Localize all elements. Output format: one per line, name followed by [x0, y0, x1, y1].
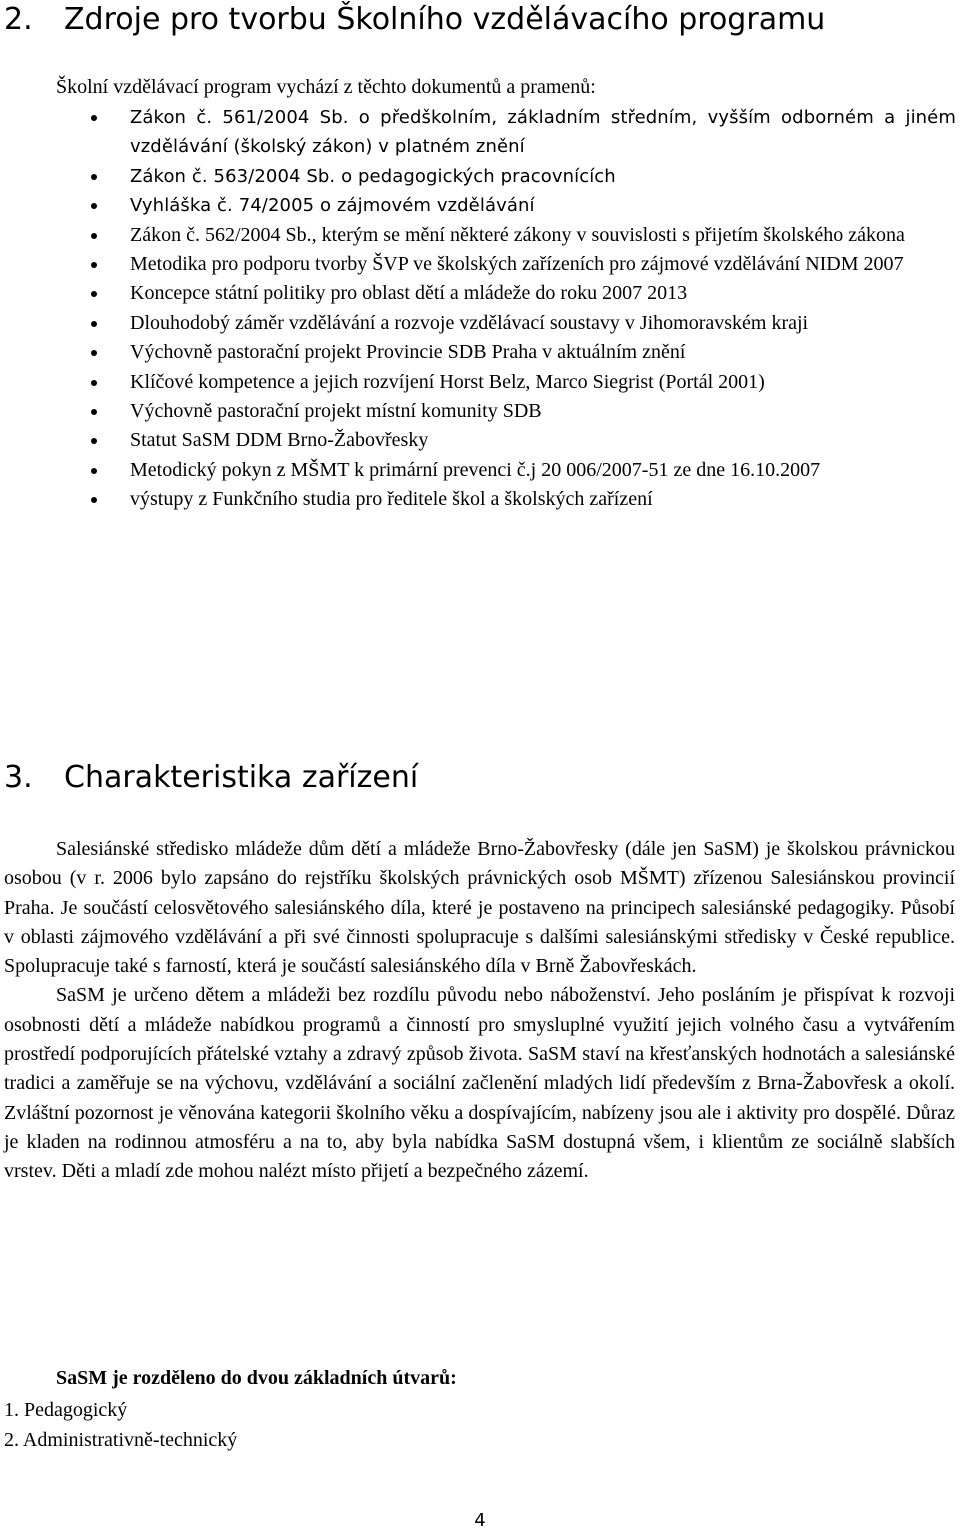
- section-3-number: 3.: [4, 760, 33, 795]
- list-item: Vyhláška č. 74/2005 o zájmovém vzdělávání: [56, 191, 956, 220]
- list-item: Statut SaSM DDM Brno-Žabovřesky: [56, 426, 956, 455]
- bullet-icon: [91, 380, 97, 386]
- list-item: Metodika pro podporu tvorby ŠVP ve školských zařízeních pro zájmové vzdělávání NIDM 2007: [56, 250, 956, 279]
- section-3-heading: [4, 760, 418, 795]
- list-item: Zákon č. 562/2004 Sb., kterým se mění některé zákony v souvislosti s přijetím školského zákona: [56, 221, 956, 250]
- paragraph: SaSM je určeno dětem a mládeži bez rozdílu původu nebo náboženství. Jeho posláním je přispívat k rozvoji osobnosti dětí a mládeže nabídkou programů a činností pro smysluplné využití jejich volného času a vytvářením prostředí podporujících přátelské vztahy a zdravý způsob života. SaSM staví na křesťanských hodnotách a salesiánské tradici a zaměřuje se na výchovu, vzdělávání a sociální začlenění mladých lidí především z Brna-Žabovřesk a okolí. Zvláštní pozornost je věnována kategorii školního věku a dospívajícím, nabízeny jsou ale i aktivity pro dospělé. Důraz je kladen na rodinnou atmosféru a na to, aby byla nabídka SaSM dostupná všem, i klientům ze sociálně slabších vrstev. Děti a mladí zde mohou nalézt místo přijetí a bezpečného zázemí.: [4, 984, 955, 1183]
- units-title: SaSM je rozděleno do dvou základních útvarů:: [56, 1367, 457, 1389]
- list-item: Koncepce státní politiky pro oblast dětí a mládeže do roku 2007 2013: [56, 279, 956, 308]
- list-item: 1. Pedagogický: [4, 1399, 128, 1421]
- bullet-icon: [91, 409, 97, 415]
- list-item: Zákon č. 563/2004 Sb. o pedagogických pracovnících: [56, 162, 956, 191]
- list-item: Zákon č. 561/2004 Sb. o předškolním, základním středním, vyšším odborném a jiném vzdělávání (školský zákon) v platném znění: [56, 103, 956, 162]
- list-item: 2. Administrativně-technický: [4, 1428, 238, 1451]
- bullet-icon: [91, 350, 97, 356]
- bullet-icon: [91, 468, 97, 474]
- sources-list: [56, 103, 956, 515]
- section-2-number: 2.: [4, 2, 33, 37]
- bullet-icon: [91, 291, 97, 297]
- paragraph: Salesiánské středisko mládeže dům dětí a mládeže Brno-Žabovřesky (dále jen SaSM) je školskou právnickou osobou (v r. 2006 bylo zapsáno do rejstříku školských právnických osob MŠMT) zřízenou Salesiánskou provincií Praha. Je součástí celosvětového salesiánského díla, které je postaveno na principech salesiánské pedagogiky. Působí v oblasti zájmového vzdělávání a při své činnosti spolupracuje s dalšími salesiánskými středisky v České republice. Spolupracuje také s farností, která je součástí salesiánského díla v Brně Žabovřeskách.: [4, 838, 955, 978]
- section-2-title: Zdroje pro tvorbu Školního vzdělávacího programu: [64, 2, 826, 37]
- list-item: Metodický pokyn z MŠMT k primární prevenci č.j 20 006/2007-51 ze dne 16.10.2007: [56, 456, 956, 485]
- list-item: výstupy z Funkčního studia pro ředitele škol a školských zařízení: [56, 485, 956, 514]
- list-item: Výchovně pastorační projekt místní komunity SDB: [56, 397, 956, 426]
- page-number: 4: [474, 1510, 486, 1531]
- bullet-icon: [91, 174, 97, 180]
- bullet-icon: [91, 233, 97, 239]
- section-2-heading: [4, 2, 825, 37]
- list-item: Výchovně pastorační projekt Provincie SDB Praha v aktuálním znění: [56, 338, 956, 367]
- bullet-icon: [91, 203, 97, 209]
- section-2-intro: Školní vzdělávací program vychází z těchto dokumentů a pramenů:: [56, 76, 596, 98]
- bullet-icon: [91, 497, 97, 503]
- bullet-icon: [91, 438, 97, 444]
- section-3-body: [4, 835, 955, 1187]
- bullet-icon: [91, 115, 97, 121]
- bullet-icon: [91, 321, 97, 327]
- section-3-title: Charakteristika zařízení: [64, 760, 419, 795]
- list-item: Dlouhodobý záměr vzdělávání a rozvoje vzdělávací soustavy v Jihomoravském kraji: [56, 309, 956, 338]
- bullet-icon: [91, 262, 97, 268]
- units-list: [4, 1396, 237, 1455]
- list-item: Klíčové kompetence a jejich rozvíjení Horst Belz, Marco Siegrist (Portál 2001): [56, 368, 956, 397]
